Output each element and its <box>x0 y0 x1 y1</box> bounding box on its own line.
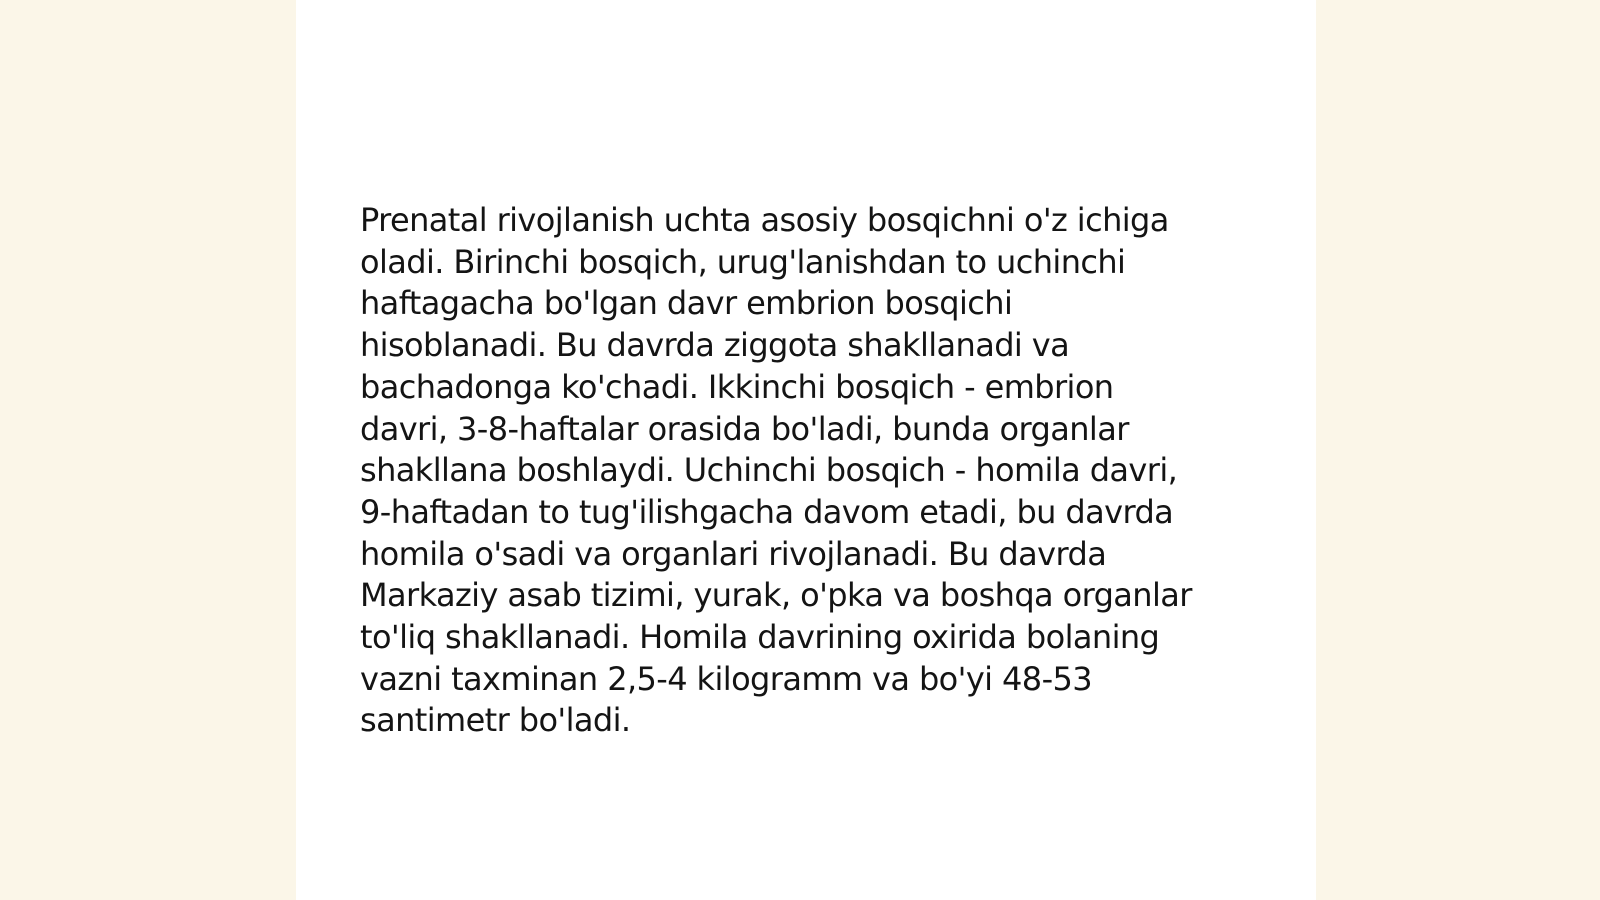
body-paragraph: Prenatal rivojlanish uchta asosiy bosqichni o'z ichiga oladi. Birinchi bosqich, urug'lanishdan to uchinchi haftagacha bo'lgan davr embrion bosqichi hisoblanadi. Bu davrda ziggota shakllanadi va bachadonga ko'chadi. Ikkinchi bosqich - embrion davri, 3-8-haftalar orasida bo'ladi, bunda organlar shakllana boshlaydi. Uchinchi bosqich - homila davri, 9-haftadan to tug'ilishgacha davom etadi, bu davrda homila o'sadi va organlari rivojlanadi. Bu davrda Markaziy asab tizimi, yurak, o'pka va boshqa organlar to'liq shakllanadi. Homila davrining oxirida bolaning vazni taxminan 2,5-4 kilogramm va bo'yi 48-53 santimetr bo'ladi. <box>360 201 1192 740</box>
left-margin-background <box>0 0 296 900</box>
slide-page <box>296 0 1316 900</box>
right-margin-background <box>1316 0 1600 900</box>
